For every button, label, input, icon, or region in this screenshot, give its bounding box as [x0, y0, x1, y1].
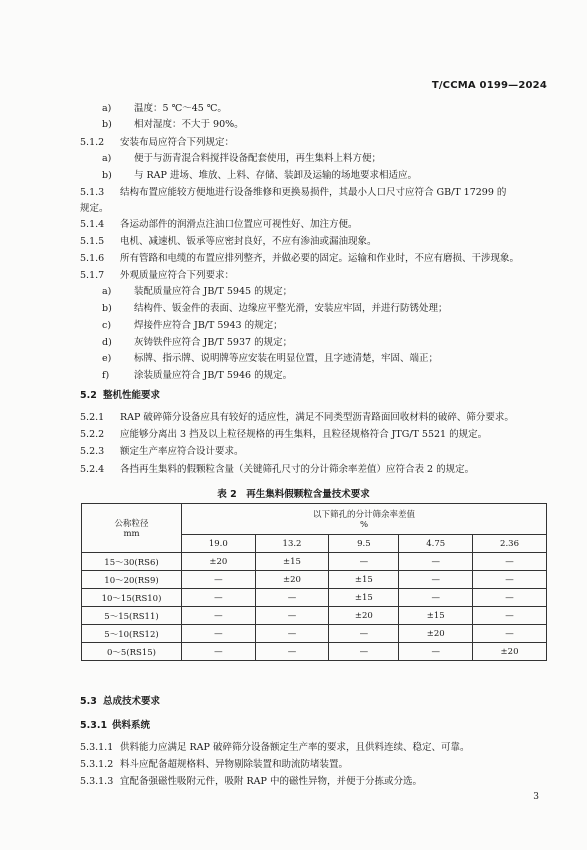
clause-number: 5.1.5 — [80, 236, 105, 247]
table-row — [82, 571, 547, 589]
sieve-size-header: 19.0 — [182, 535, 256, 553]
clause-number: 5.3.1.1 — [80, 742, 114, 753]
nominal-size-cell: 5～10(RS12) — [82, 625, 182, 643]
clause-text: 所有管路和电缆的布置应排列整齐，并做必要的固定。运输和作业时，不应有磨损、干涉现象。 — [120, 253, 520, 264]
clause-number: d) — [102, 337, 112, 348]
table-row — [82, 553, 547, 571]
clause-number: 5.1.4 — [80, 219, 105, 230]
nominal-size-cell: 10～15(RS10) — [82, 589, 182, 607]
tolerance-cell: — — [255, 607, 329, 625]
sieve-group-header: 以下筛孔的分计筛余率差值 % — [182, 504, 547, 535]
tolerance-cell: — — [473, 589, 547, 607]
tolerance-cell: — — [329, 553, 399, 571]
tolerance-cell: — — [473, 571, 547, 589]
clause-text: 供料能力应满足 RAP 破碎筛分设备额定生产率的要求，且供料连续、稳定、可靠。 — [120, 742, 470, 753]
sieve-size-header: 13.2 — [255, 535, 329, 553]
clause-number: 5.2 — [80, 390, 97, 401]
clause-text: 便于与沥青混合料搅拌设备配套使用，再生集料上料方便； — [134, 153, 382, 164]
clause-number: 5.3 — [80, 696, 97, 707]
clause-text: 装配质量应符合 JB/T 5945 的规定； — [134, 286, 293, 297]
standard-code-header: T/CCMA 0199—2024 — [431, 80, 547, 91]
tolerance-cell: — — [182, 589, 256, 607]
clause-number: e) — [102, 353, 112, 364]
clause-text: 电机、减速机、钣承等应密封良好，不应有渗油或漏油现象。 — [120, 236, 377, 247]
clause-number: 5.1.7 — [80, 270, 105, 281]
clause-number: b) — [102, 119, 112, 130]
clause-number: 5.1.6 — [80, 253, 105, 264]
clause-text: RAP 破碎筛分设备应具有较好的适应性，满足不同类型沥青路面回收材料的破碎、筛分要求。 — [120, 412, 514, 423]
clause-text: 焊接件应符合 JB/T 5943 的规定； — [134, 320, 283, 331]
clause-text: 各运动部件的润滑点注油口位置应可视性好、加注方便。 — [120, 219, 358, 230]
clause-text: 整机性能要求 — [103, 390, 161, 401]
tolerance-cell: — — [182, 625, 256, 643]
tolerance-cell: — — [255, 643, 329, 661]
tolerance-cell: — — [329, 643, 399, 661]
clause-number: 5.1.2 — [80, 137, 105, 148]
clause-text: 总成技术要求 — [103, 696, 161, 707]
clause-text: 应能够分离出 3 挡及以上粒径规格的再生集料，且粒径规格符合 JTG/T 5521 的规定。 — [120, 429, 488, 440]
clause-number: a) — [102, 286, 112, 297]
clause-text: 标牌、指示牌、说明牌等应安装在明显位置，且字迹清楚，牢固、端正； — [134, 353, 439, 364]
clause-number: c) — [102, 320, 112, 331]
sieve-size-header: 2.36 — [473, 535, 547, 553]
clause-number: a) — [102, 153, 112, 164]
table-caption: 表 2 再生集料假颗粒含量技术要求 — [217, 489, 370, 500]
tolerance-cell: — — [399, 589, 473, 607]
clause-text: 各挡再生集料的假颗粒含量（关键筛孔尺寸的分计筛余率差值）应符合表 2 的规定。 — [120, 464, 475, 475]
clause-number: a) — [102, 103, 112, 114]
clause-number: 5.2.3 — [80, 446, 105, 457]
nominal-size-cell: 15～30(RS6) — [82, 553, 182, 571]
table-body — [82, 553, 547, 661]
tolerance-cell: — — [182, 571, 256, 589]
tolerance-cell: ±20 — [473, 643, 547, 661]
clause-text: 外观质量应符合下列要求： — [120, 270, 235, 281]
table-row — [82, 589, 547, 607]
tolerance-cell: — — [182, 607, 256, 625]
clause-number: b) — [102, 303, 112, 314]
tolerance-cell: — — [255, 589, 329, 607]
tolerance-cell: ±15 — [329, 589, 399, 607]
clause-text: 额定生产率应符合设计要求。 — [120, 446, 244, 457]
clause-text: 相对湿度：不大于 90%。 — [134, 119, 244, 130]
clause-number: b) — [102, 170, 112, 181]
sieve-size-header: 9.5 — [329, 535, 399, 553]
table-row — [82, 607, 547, 625]
clause-number: 5.1.3 — [80, 187, 105, 198]
tolerance-cell: — — [255, 625, 329, 643]
clause-number: 5.3.1.3 — [80, 776, 114, 787]
tolerance-cell: ±20 — [329, 607, 399, 625]
nominal-size-cell: 5～15(RS11) — [82, 607, 182, 625]
sieve-size-header: 4.75 — [399, 535, 473, 553]
tolerance-cell: — — [473, 553, 547, 571]
tolerance-cell: — — [399, 553, 473, 571]
table-row — [82, 625, 547, 643]
nominal-size-cell: 0～5(RS15) — [82, 643, 182, 661]
tolerance-cell: ±15 — [255, 553, 329, 571]
tolerance-cell: — — [473, 625, 547, 643]
clause-number: f) — [102, 370, 110, 381]
tolerance-cell: — — [473, 607, 547, 625]
tolerance-cell: — — [329, 625, 399, 643]
tolerance-cell: ±15 — [399, 607, 473, 625]
clause-text: 结构件、钣金件的表面、边缘应平整光滑，安装应牢固，并进行防锈处理； — [134, 303, 448, 314]
clause-text: 供料系统 — [112, 720, 151, 731]
clause-number: 5.3.1.2 — [80, 759, 114, 770]
tolerance-cell: — — [182, 643, 256, 661]
aggregate-content-table — [81, 503, 547, 661]
tolerance-cell: — — [399, 571, 473, 589]
clause-number: 5.2.1 — [80, 412, 105, 423]
clause-text: 结构布置应能较方便地进行设备维修和更换易损件，其最小人口尺寸应符合 GB/T 17299 的 — [120, 187, 507, 198]
clause-text: 温度：5 ℃～45 ℃。 — [134, 103, 227, 114]
tolerance-cell: ±20 — [255, 571, 329, 589]
tolerance-cell: — — [399, 643, 473, 661]
clause-text: 涂装质量应符合 JB/T 5946 的规定。 — [134, 370, 293, 381]
table-row — [82, 643, 547, 661]
clause-text: 料斗应配备超规格料、异物剔除装置和助流防堵装置。 — [120, 759, 349, 770]
clause-text: 宜配备强磁性吸附元件，吸附 RAP 中的磁性异物，并便于分拣或分选。 — [120, 776, 422, 787]
clause-text: 与 RAP 进场、堆放、上料、存储、装卸及运输的场地要求相适应。 — [134, 170, 417, 181]
clause-number: 5.2.4 — [80, 464, 105, 475]
tolerance-cell: ±20 — [182, 553, 256, 571]
size-column-header: 公称粒径 mm — [82, 504, 182, 553]
clause-number: 5.3.1 — [80, 720, 108, 731]
nominal-size-cell: 10～20(RS9) — [82, 571, 182, 589]
clause-text: 规定。 — [80, 203, 109, 214]
page-number: 3 — [533, 792, 539, 802]
clause-text: 安装布局应符合下列规定： — [120, 137, 235, 148]
clause-number: 5.2.2 — [80, 429, 105, 440]
tolerance-cell: ±15 — [329, 571, 399, 589]
tolerance-cell: ±20 — [399, 625, 473, 643]
clause-text: 灰铸铁件应符合 JB/T 5937 的规定； — [134, 337, 293, 348]
